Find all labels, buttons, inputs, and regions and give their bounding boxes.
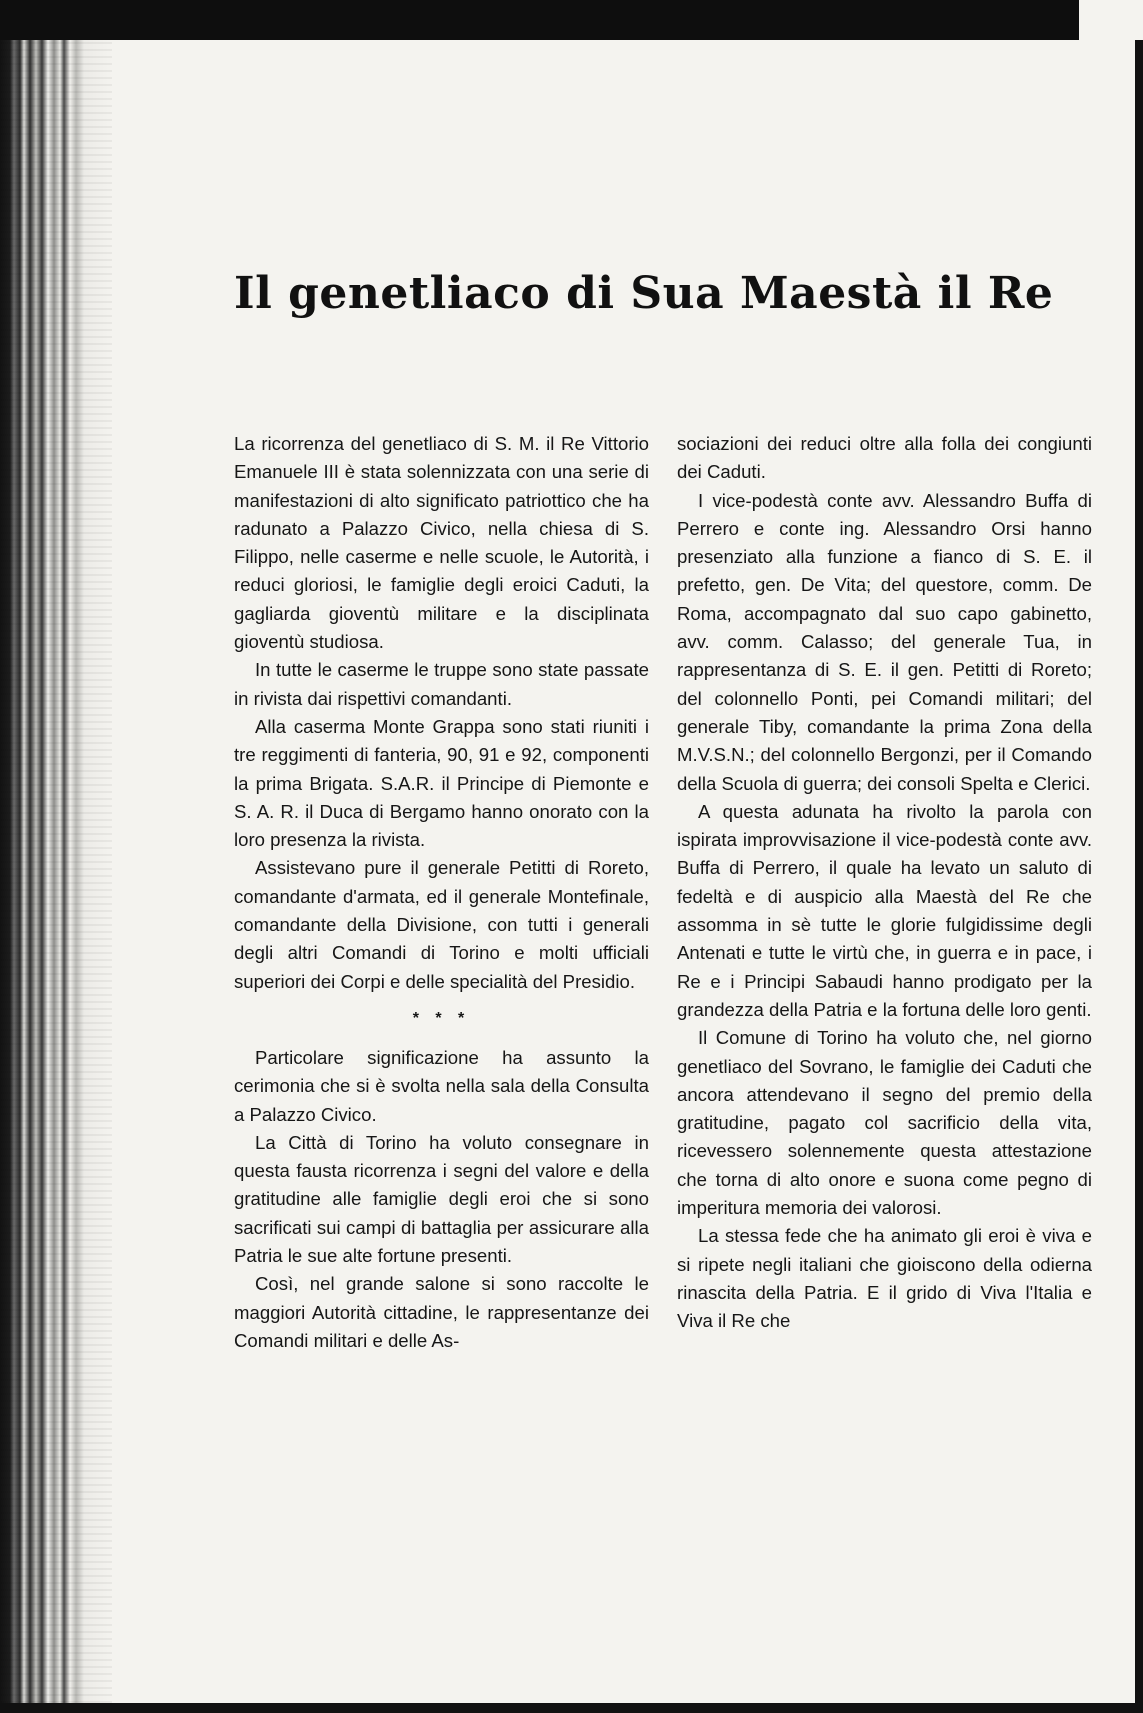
paragraph: I vice-podestà conte avv. Alessandro Buffa di Perrero e conte ing. Alessandro Orsi hanno presenziato alla funzione a fianco di S. E. il prefetto, gen. De Vita; del questore, comm. De Roma, accompagnato dal suo capo gabinetto, avv. comm. Calasso; del generale Tua, in rappresentanza di S. E. il gen. Petitti di Roreto; del colonnello Ponti, pei Comandi militari; del generale Tiby, comandante la prima Zona della M.V.S.N.; del colonnello Bergonzi, per il Comando della Scuola di guerra; dei consoli Spelta e Clerici. bbox=[677, 489, 1092, 794]
paragraph: Così, nel grande salone si sono raccolte le maggiori Autorità cittadine, le rappresentanze dei Comandi militari e delle As- bbox=[234, 1273, 649, 1351]
paragraph: Assistevano pure il generale Petitti di Roreto, comandante d'armata, ed il generale Montefinale, comandante della Divisione, con tutti i generali degli altri Comandi di Torino e molti ufficiali superiori dei Corpi e delle specialità del Presidio. bbox=[234, 857, 649, 992]
scan-border-bottom bbox=[0, 1703, 1143, 1713]
text-column-right bbox=[677, 430, 1092, 1336]
paragraph: In tutte le caserme le truppe sono state passate in rivista dai rispettivi comandanti. bbox=[234, 659, 649, 709]
paragraph: La ricorrenza del genetliaco di S. M. il Re Vittorio Emanuele III è stata solennizzata con una serie di manifestazioni di alto significato patriottico che ha radunato a Palazzo Civico, nella chiesa di S. Filippo, nelle caserme e nelle scuole, le Autorità, i reduci gloriosi, le famiglie degli eroici Caduti, la gagliarda gioventù militare e la disciplinata gioventù studiosa. bbox=[234, 433, 649, 653]
article-title: Il genetliaco di Sua Maestà il Re bbox=[234, 268, 1054, 319]
paragraph: Particolare significazione ha assunto la cerimonia che si è svolta nella sala della Consulta a Palazzo Civico. bbox=[234, 1046, 649, 1125]
paragraph: A questa adunata ha rivolto la parola con ispirata improvvisazione il vice-podestà conte avv. Buffa di Perrero, il quale ha levato un saluto di fedeltà e di auspicio alla Maestà del Re che assomma in sè tutte le glorie fulgidissime degli Antenati e tutte le virtù che, in guerra e in pace, i Re e i Principi Sabaudi hanno prodigato per la grandezza della Patria e la fortuna delle loro genti. bbox=[677, 800, 1092, 1020]
text-column-left bbox=[234, 430, 649, 1355]
book-binding-edge bbox=[0, 40, 112, 1703]
paragraph: La stessa fede che ha animato gli eroi è viva e si ripete negli italiani che gioiscono della odierna rinascita della Patria. E il grido di Viva l'Italia e Viva il Re che bbox=[677, 1225, 1092, 1332]
scan-corner bbox=[1073, 0, 1143, 50]
scan-border-right bbox=[1135, 40, 1143, 1713]
paragraph: sociazioni dei reduci oltre alla folla dei congiunti dei Caduti. bbox=[677, 433, 1092, 483]
section-separator: * * * bbox=[412, 1009, 471, 1027]
paragraph: La Città di Torino ha voluto consegnare in questa fausta ricorrenza i segni del valore e della gratitudine alle famiglie degli eroi che si sono sacrificati sui campi di battaglia per assicurare alla Patria le sue alte fortune presenti. bbox=[234, 1131, 649, 1267]
paragraph: Il Comune di Torino ha voluto che, nel giorno genetliaco del Sovrano, le famiglie dei Caduti che ancora attendevano il segno del premio della gratitudine, pagato col sacrificio della vita, ricevessero solennemente questa attestazione che torna di alto onore e suona come pegno di imperitura memoria dei valorosi. bbox=[677, 1027, 1092, 1219]
scan-border-top bbox=[0, 0, 1143, 40]
paragraph: Alla caserma Monte Grappa sono stati riuniti i tre reggimenti di fanteria, 90, 91 e 92, componenti la prima Brigata. S.A.R. il Principe di Piemonte e S. A. R. il Duca di Bergamo hanno onorato con la loro presenza la rivista. bbox=[234, 715, 649, 851]
